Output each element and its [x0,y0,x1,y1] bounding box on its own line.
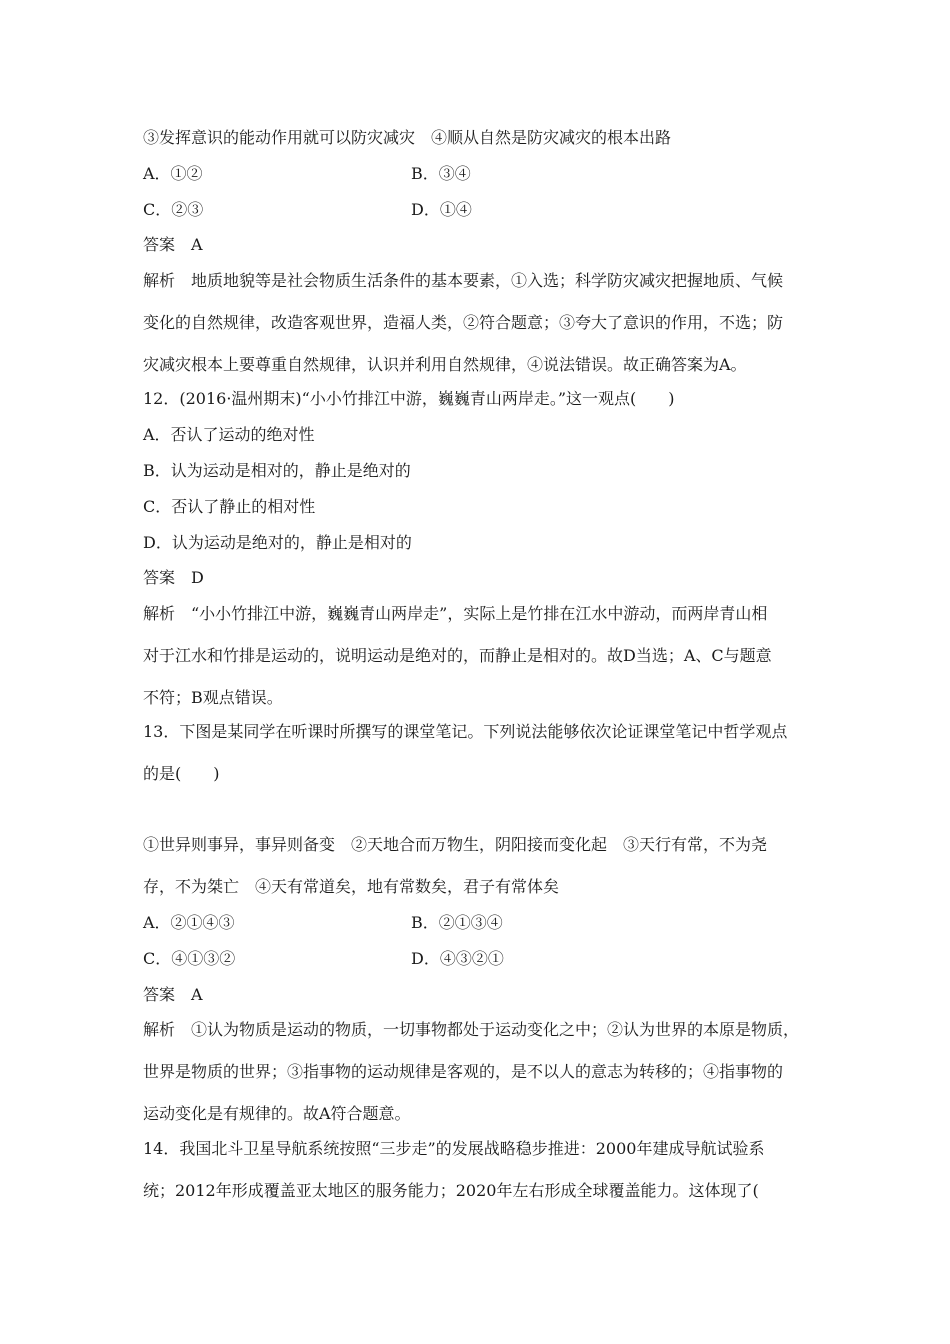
q12-option-b: B．认为运动是相对的，静止是绝对的 [143,461,411,480]
q11-analysis-line-3: 灾减灾根本上要尊重自然规律，认识并利用自然规律，④说法错误。故正确答案为A。 [143,355,747,374]
q13-option-c: C．④①③② [143,949,236,968]
q13-stem-line-1: 13．下图是某同学在听课时所撰写的课堂笔记。下列说法能够依次论证课堂笔记中哲学观点 [143,722,788,741]
q11-option-d: D．①④ [411,200,472,219]
q13-option-d: D．④③②① [411,949,504,968]
q14-stem-line-1: 14．我国北斗卫星导航系统按照“三步走”的发展战略稳步推进：2000年建成导航试验系 [143,1139,765,1158]
q12-answer: 答案 D [143,568,204,587]
q13-items-line-2: 存，不为桀亡 ④天有常道矣，地有常数矣，君子有常体矣 [143,877,560,896]
q13-items-line-1: ①世异则事异，事异则备变 ②天地合而万物生，阴阳接而变化起 ③天行有常，不为尧 [143,835,768,854]
q11-option-b: B．③④ [411,164,471,183]
q13-answer: 答案 A [143,985,203,1004]
q13-stem-line-2: 的是( ) [143,764,220,783]
q12-option-a: A．否认了运动的绝对性 [143,425,315,444]
q11-answer: 答案 A [143,235,203,254]
q11-option-c: C．②③ [143,200,204,219]
q13-option-b: B．②①③④ [411,913,503,932]
q12-option-c: C．否认了静止的相对性 [143,497,316,516]
q11-stem-tail: ③发挥意识的能动作用就可以防灾减灾 ④顺从自然是防灾减灾的根本出路 [143,128,672,147]
q14-stem-line-2: 统；2012年形成覆盖亚太地区的服务能力；2020年左右形成全球覆盖能力。这体现了( [143,1181,759,1200]
q12-analysis-line-1: 解析 “小小竹排江中游，巍巍青山两岸走”，实际上是竹排在江水中游动，而两岸青山相 [143,604,768,623]
q12-option-d: D．认为运动是绝对的，静止是相对的 [143,533,412,552]
q11-option-a: A．①② [143,164,203,183]
q12-stem: 12．(2016·温州期末)“小小竹排江中游，巍巍青山两岸走。”这一观点( ) [143,389,675,408]
q11-analysis-line-1: 解析 地质地貌等是社会物质生活条件的基本要素，①入选；科学防灾减灾把握地质、气候 [143,271,784,290]
q12-analysis-line-3: 不符；B观点错误。 [143,688,283,707]
q13-option-a: A．②①④③ [143,913,235,932]
q13-analysis-line-1: 解析 ①认为物质是运动的物质，一切事物都处于运动变化之中；②认为世界的本原是物质， [143,1020,800,1039]
q13-analysis-line-3: 运动变化是有规律的。故A符合题意。 [143,1104,411,1123]
q13-analysis-line-2: 世界是物质的世界；③指事物的运动规律是客观的，是不以人的意志为转移的；④指事物的 [143,1062,784,1081]
q12-analysis-line-2: 对于江水和竹排是运动的，说明运动是绝对的，而静止是相对的。故D当选；A、C与题意 [143,646,772,665]
q11-analysis-line-2: 变化的自然规律，改造客观世界，造福人类，②符合题意；③夸大了意识的作用，不选；防 [143,313,784,332]
